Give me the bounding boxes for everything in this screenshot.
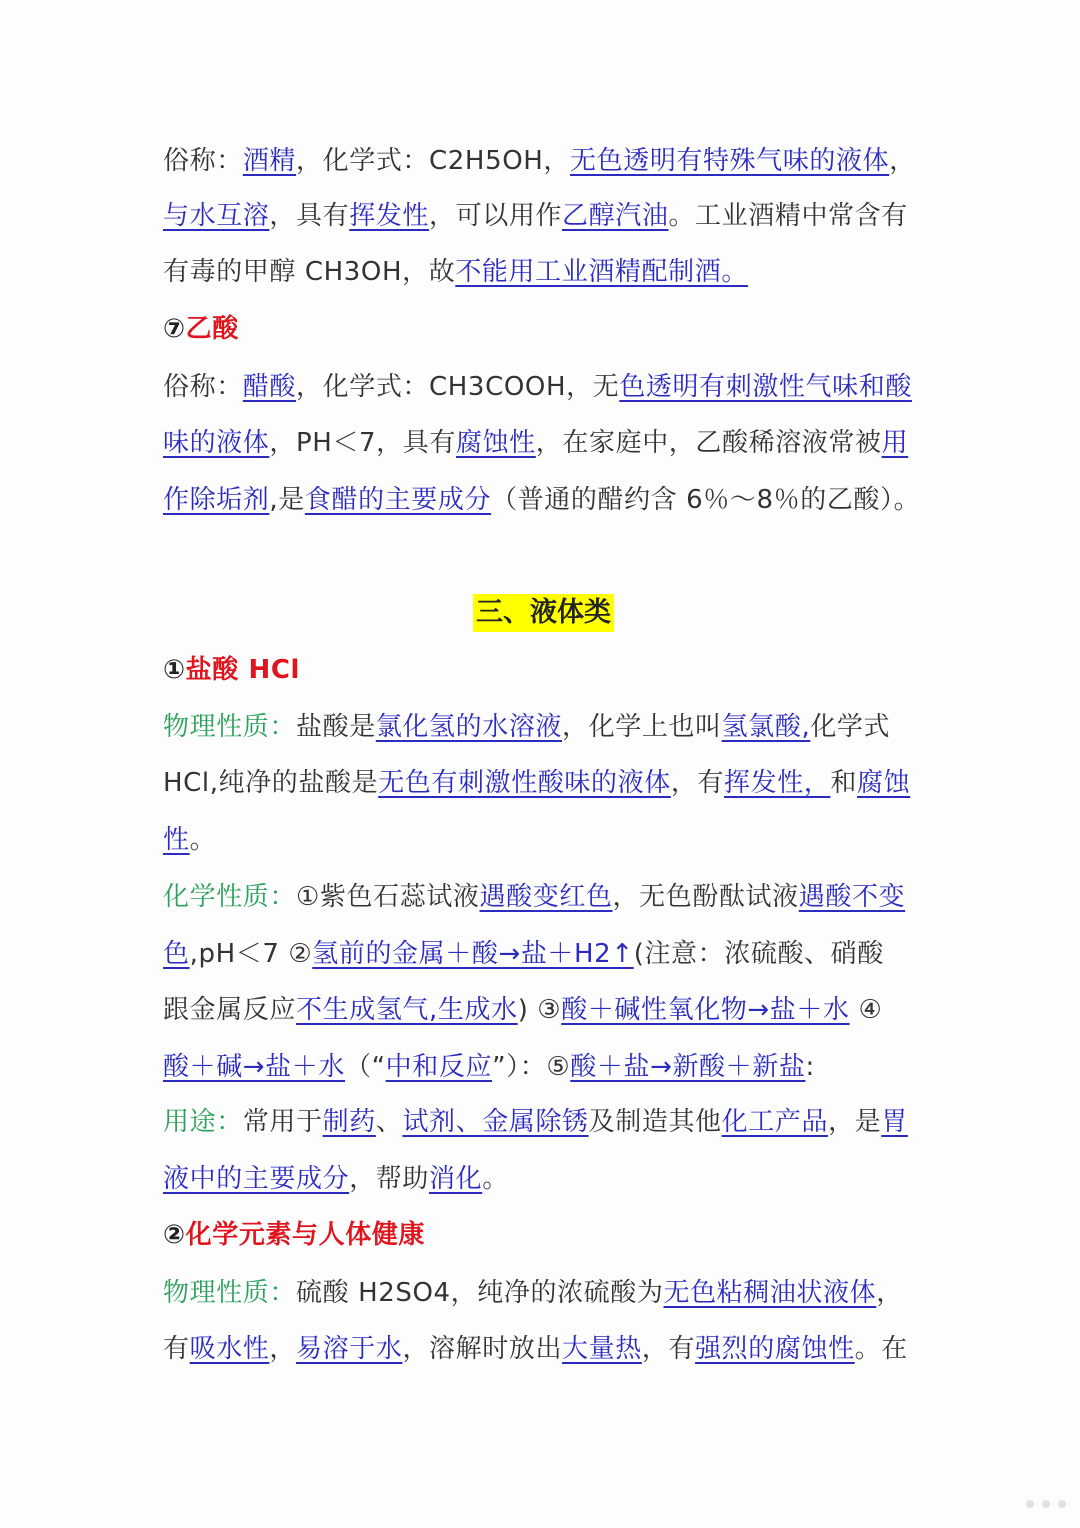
text: ，无色酚酞试液	[612, 882, 799, 912]
underlined-term: 食醋的主要成分	[304, 485, 492, 515]
text-line	[163, 1331, 908, 1367]
text: ，溶解时放出	[402, 1334, 563, 1364]
underlined-term: 性	[163, 825, 190, 855]
field-label: 物理性质：	[163, 712, 297, 742]
text: ，化学上也叫	[562, 712, 722, 742]
underlined-term: 酸＋盐→新酸＋新盐	[570, 1052, 806, 1082]
field-label: 化学性质：	[163, 882, 297, 912]
text: 。	[189, 825, 217, 855]
text: 跟金属反应	[163, 995, 297, 1025]
underlined-term: 氢氯酸,	[721, 712, 811, 742]
text: ，在家庭中，乙酸稀溶液常被	[535, 428, 882, 458]
underlined-term: 液中的主要成分	[163, 1164, 350, 1194]
underlined-term: 酒精	[242, 146, 297, 176]
text: ,是	[269, 485, 305, 515]
underlined-term: 消化	[429, 1164, 483, 1194]
item-heading	[163, 1217, 425, 1253]
text: HCl,纯净的盐酸是	[163, 768, 379, 798]
text: 及制造其他	[588, 1107, 722, 1137]
underlined-term: 大量热	[562, 1334, 642, 1364]
underlined-term: 遇酸不变	[798, 882, 906, 912]
underlined-term: 制药	[322, 1107, 376, 1137]
text: ，有	[641, 1334, 696, 1364]
underlined-term: 挥发性	[349, 201, 430, 231]
text: 化学式	[810, 712, 891, 742]
underlined-term: 醋酸	[242, 372, 297, 402]
text: ，具有	[269, 201, 350, 231]
text-line	[163, 143, 916, 179]
text: ，可以用作	[429, 201, 563, 231]
underlined-term: 化工产品	[721, 1107, 829, 1137]
more-icon	[1018, 1493, 1066, 1512]
text-line	[163, 482, 920, 518]
underlined-term: 酸＋碱性氧化物→盐＋水	[561, 995, 850, 1025]
text: 有毒的甲醇 CH3OH，故	[163, 257, 456, 287]
underlined-term: 无色透明有特殊气味的液体	[570, 146, 890, 176]
text-line	[163, 369, 912, 405]
text-line	[163, 879, 905, 915]
text: (注意：浓硫酸、硝酸	[633, 939, 884, 969]
underlined-term: 味的液体	[163, 428, 270, 458]
text-line	[163, 1104, 908, 1140]
text: ，是	[828, 1107, 882, 1137]
underlined-term: 强烈的腐蚀性	[695, 1334, 855, 1364]
text: 盐酸是	[296, 712, 376, 742]
text: ，PH＜7，具有	[269, 428, 456, 458]
text: （“	[345, 1052, 386, 1082]
text: 。工业酒精中常含有	[668, 201, 908, 231]
underlined-term: 不能用工业酒精配制酒。	[455, 257, 748, 287]
underlined-term: 腐蚀性	[455, 428, 536, 458]
text: 。在	[854, 1334, 908, 1364]
underlined-term: 色透明有刺激性气味和酸	[619, 372, 912, 402]
text: ,pH＜7 ②	[189, 939, 313, 969]
underlined-term: 腐蚀	[857, 768, 911, 798]
underlined-term: 色	[163, 939, 190, 969]
text-line	[163, 1161, 509, 1197]
underlined-term: 胃	[881, 1107, 908, 1137]
text-line	[163, 992, 882, 1028]
text: 俗称：	[163, 372, 243, 402]
text: 俗称：	[163, 146, 243, 176]
item-heading	[163, 311, 239, 347]
text: ，	[876, 1278, 903, 1308]
text-line	[163, 1049, 815, 1085]
text: ①紫色石蕊试液	[296, 882, 480, 912]
text: 有	[163, 1334, 190, 1364]
heading-text: 乙酸	[185, 314, 239, 344]
text: 和	[830, 768, 858, 798]
underlined-term: 不生成氢气,生成水	[296, 995, 518, 1025]
circled-number: ⑦	[163, 314, 186, 344]
underlined-term: 用	[881, 428, 909, 458]
text: ，帮助	[349, 1164, 430, 1194]
heading-text: 盐酸 HCl	[185, 655, 301, 685]
underlined-term: 作除垢剂	[163, 485, 270, 515]
underlined-term: 无色粘稠油状液体	[663, 1278, 877, 1308]
underlined-term: 氯化氢的水溶液	[375, 712, 563, 742]
text-line	[163, 425, 908, 461]
underlined-term: 氢前的金属＋酸→盐＋H2↑	[312, 939, 634, 969]
text: ，化学式：C2H5OH，	[296, 146, 571, 176]
text-line	[163, 709, 890, 745]
underlined-term: 挥发性，	[724, 768, 831, 798]
field-label: 物理性质：	[163, 1278, 297, 1308]
field-label: 用途：	[163, 1107, 243, 1137]
text: ④	[849, 995, 883, 1025]
underlined-term: 中和反应	[385, 1052, 493, 1082]
underlined-term: 酸＋碱→盐＋水	[163, 1052, 345, 1082]
underlined-term: 无色有刺激性酸味的液体	[378, 768, 671, 798]
underlined-term: 与水互溶	[163, 201, 270, 231]
text: ，化学式：CH3COOH，无	[296, 372, 620, 402]
text-line	[163, 1275, 903, 1311]
text: 硫酸 H2SO4，纯净的浓硫酸为	[296, 1278, 664, 1308]
underlined-term: 遇酸变红色	[479, 882, 613, 912]
circled-number: ①	[163, 655, 186, 685]
text: （普通的醋约含 6％～8％的乙酸）。	[491, 485, 921, 515]
heading-text: 化学元素与人体健康	[185, 1220, 426, 1250]
item-heading	[163, 652, 300, 688]
circled-number: ②	[163, 1220, 186, 1250]
text: ，	[889, 146, 916, 176]
text: :	[805, 1052, 815, 1082]
text-line	[163, 198, 908, 234]
text: 、	[375, 1107, 403, 1137]
text: 。	[482, 1164, 509, 1194]
text-line	[163, 822, 216, 858]
underlined-term: 试剂、金属除锈	[402, 1107, 589, 1137]
underlined-term: 乙醇汽油	[562, 201, 669, 231]
text: ，	[269, 1334, 297, 1364]
text: ，有	[670, 768, 725, 798]
text-line	[163, 254, 748, 290]
underlined-term: 吸水性	[189, 1334, 270, 1364]
text-line	[163, 936, 884, 972]
text: ) ③	[517, 995, 562, 1025]
underlined-term: 易溶于水	[296, 1334, 403, 1364]
text-line	[163, 765, 910, 801]
text: 常用于	[242, 1107, 323, 1137]
text: ”）：⑤	[492, 1052, 571, 1082]
section-title: 三、液体类	[473, 594, 614, 632]
